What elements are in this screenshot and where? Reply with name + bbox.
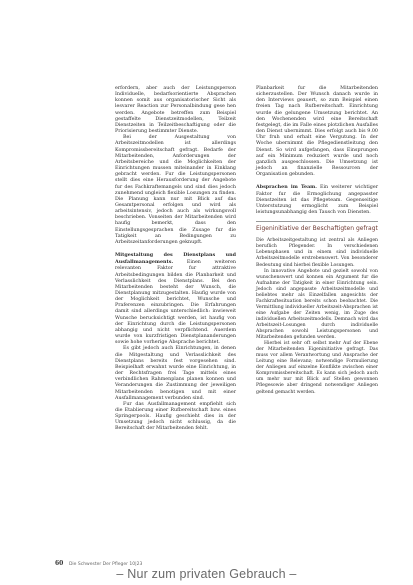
watermark-text: – Nur zum privaten Gebrauch – bbox=[116, 567, 297, 581]
paragraph-text: Einen weiteren relevanten Faktor fur attraktive Arbeitsbedingungen bilden die Planbarkeit und Verlasslichkeit des Dienstplans. Bei den Mitarbeitenden besteht der Wunsch, die Dienstplanung mitzugestalten. Haufig wurde von der Moglichkeit berichtet, Wunsche und Praferenzen einzubringen. Die Erfahrungen damit sind allerdings unterschiedlich: inwieweit Wunsche berucksichtigt werden, ist haufig von der Einrichtung durch die Leistungspersonen abhangig und nicht verpflichtend. Auerdem wurde von kurzfristigen Dienstplananderungen sowie hohe vorherige Absprache berichtet. bbox=[115, 260, 237, 346]
paragraph-with-lead bbox=[256, 184, 378, 216]
paragraph: Planbarkeit fur die Mitarbeitenden sicherzustellen. Der Wunsch danach wurde in den Interviews geauert, so zum Beispiel einen freien Tag nach Rufbereitschaft. Einrichtung wurde die gelungene Umsetzung berichtet. An den Wochenenden wird eine Bereitschaft festgelegt, die im Falle eines plotzlichen Ausfalles den Dienst ubernimmt. Dies erfolgt auch bis 9.00 Uhr fruh und erhalt eine Vergutung. In der Woche ubernimmt die Pflegedienstleitung den Dienst. So wird aufgefangen, dass Einsprungen auf ein Minimum reduziert wurde und noch ganzlich ausgeschlossen. Die Umsetzung ist jedoch an finanzielle Ressourcen der Organisation gebunden. bbox=[256, 86, 378, 178]
paragraph: Fur das Ausfallmanagement empfiehlt sich die Etablierung einer Rufbereitschaft bzw. eines Springerpools. Haufig geschieht dies in der Umsetzung jedoch nicht schlussig, da die Bereitschaft der Mitarbeitenden fehlt. bbox=[115, 401, 236, 432]
page-number: 60 bbox=[55, 560, 64, 567]
section-heading: Eigeninitiative der Beschaftigten gefragt bbox=[256, 225, 378, 233]
paragraph: erfordern, aber auch der Leistungsperson Individuelle, bedarfsorientierte Absprachen konnen somit aus organisatorischer Sicht als lesvarer Reaction zur Personalbindung gese hen werden. Angebote betreffen zum Beispiel gestaffelte Dienstzeitmodellen, Teilzeit Dienstzeiten in Teilzeitbeschaftigung oder die Priorisierung bestimmter Dienste. bbox=[115, 86, 236, 135]
paragraph: In innovative Angebote und gezielt sowohl von wunschenswert und konnen ein Argument fur die Aufnahme der Tatigkeit in einer Einrichtung sein. Jedoch sind angepasste Arbeitszeitmodelle und beliebtes mehr als Einzelfallen angesichts der Fachkraftesituation bereits schon beobachtet. Die Vermittlung individueller Arbeitszeit-Absprachen ist eine Aufgabe der Zeiten wenig, im Zuge des individuellen Arbeitszeitmodells. Demnach wird das Arbeitszeit-Losungen durch individuelle Absprachen sowohl Leistungspersonen und Mitarbeitenden gefunden werden. bbox=[256, 268, 378, 341]
bold-lead: Absprachen im Team. bbox=[256, 184, 317, 191]
section-divider bbox=[256, 221, 378, 222]
paragraph: Bei der Ausgestaltung von Arbeitszeitmodellen ist allerdings Kompromissbereitschaft gefragt. Bedarfe der Mitarbeitenden, Anforderungen der Arbeitsbereiche und die Moglichkeiten der Einrichtungen mussen miteinander in Einklang gebracht werden. Fur die Leistungspersonen stellt dies eine Herausforderung der Angebote fur des Fachkraftemangels und sind dies jedoch zunehmend ungleich flexible Losungen zu finden. Die Planung kann nur mit Blick auf das Gesamtpersonal erfolgen und wird als arbeitsintensiv, jedoch auch als wirkungsvoll beschrieben. Vonseiten der Mitarbeitenden wird haufig bemerkt, dass den Einstellungsgesprachen die Zusage fur die Tatigkeit an Bedingungen zu Arbeitszeitanforderungen geknupft. bbox=[115, 135, 236, 245]
paragraph-text: Ein weiterer wichtiger Faktor fur die Ermoglichung angepasster Dienstzeiten ist das Pflegeteam. Gegenseitige Unterstutzung ermoglicht zum Beispiel leistungsunabhangig den Tausch von Diensten. bbox=[256, 185, 378, 215]
page-footer bbox=[55, 560, 142, 567]
left-column bbox=[115, 86, 236, 433]
paragraph: Es gibt jedoch auch Einrichtungen, in denen die Mitgestaltung und Verlasslichkeit des Dienstplans bereits fest vorgesehen sind. Beispielhaft erwahnt wurde eine Einrichtung, in der Rechtsfragen frei Tage mittels eines verbindlichen Rahmenplans planen konnen und Veranderungen die Zustimmung der jeweiligen Mitarbeitenden benotigen und mit einer Ausfallmanagement verbunden sind. bbox=[115, 346, 236, 401]
bold-lead: Mitgestaltung des Dienstplans und Ausfallmanagements. bbox=[115, 252, 236, 266]
right-column bbox=[256, 86, 378, 396]
journal-reference: Die Schwester Der Pfleger 10|23 bbox=[68, 562, 143, 567]
paragraph: Hierbei ist sehr oft selbst mehr Auf der Ebene der Mitarbeitenden Eigeninitiative gefragt. Das muss vor allem Verantwortung und Ansprache der Leitung eine Relevanz; notwendige Formulierung der Anliegen auf einzelne Konflikte zwischen einer Kompromissbereitschaft. Es kann sich jedoch auch um mehr nur mit Blick auf Stellen gewonnen Pflegesowie aber dringend notwendiger Anliegen geltend gemacht werden. bbox=[256, 341, 378, 395]
paragraph-with-lead bbox=[115, 252, 236, 346]
paragraph: Die Arbeitszeitgestaltung ist zentral als Anliegen beruflich Pflegender. In verschiedenen Lebensphasen und in einem sind individuelle Arbeitszeitmodelle erstrebenswert. Von besonderer Bedeutung sind hierbei flexible Losungen. bbox=[256, 238, 378, 268]
